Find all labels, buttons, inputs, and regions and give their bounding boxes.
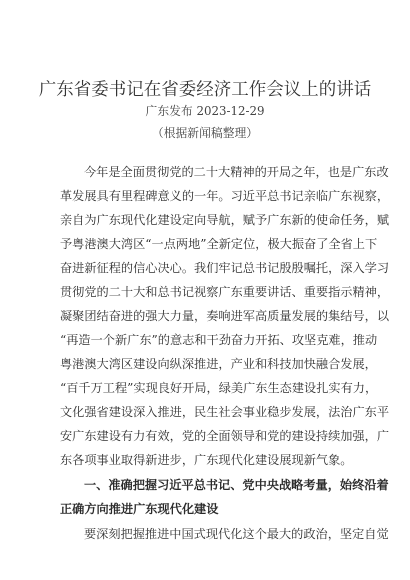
paragraph-line: 粤港澳大湾区建设向纵深推进，产业和科技加快融合发展，: [60, 357, 377, 371]
document-title: 广东省委书记在省委经济工作会议上的讲话: [38, 80, 372, 100]
section-heading-line: 一、准确把握习近平总书记、党中央战略考量，始终沿着: [84, 478, 389, 492]
paragraph-line: 亲自为广东现代化建设定向导航，赋予广东新的使命任务，赋: [60, 213, 390, 227]
publication-meta: 广东发布 2023-12-29: [145, 104, 265, 118]
paragraph-line: “再造一个新广东”的意志和干劲奋力开拓、攻坚克难，推动: [60, 333, 378, 347]
paragraph-line: “百千万工程”实现良好开局，绿美广东生态建设扎实有力，: [60, 381, 378, 395]
paragraph-line: 贯彻党的二十大和总书记视察广东重要讲话、重要指示精神，: [60, 285, 390, 299]
paragraph-line: 奋进新征程的信心决心。我们牢记总书记殷殷嘱托，深入学习: [60, 261, 390, 275]
paragraph-line: 要深刻把握推进中国式现代化这个最大的政治，坚定自觉: [84, 527, 389, 541]
paragraph-line: 革发展具有里程碑意义的一年。习近平总书记亲临广东视察，: [60, 189, 390, 203]
paragraph-line: 东各项事业取得新进步，广东现代化建设展现新气象。: [60, 453, 353, 467]
section-heading-line: 正确方向推进广东现代化建设: [60, 502, 219, 516]
paragraph-line: 予粤港澳大湾区“一点两地”全新定位，极大振奋了全省上下: [60, 237, 378, 251]
paragraph-line: 凝聚团结奋进的强大力量，奏响进军高质量发展的集结号，以: [60, 309, 390, 323]
paragraph-line: 安广东建设有力有效，党的全面领导和党的建设持续加强，广: [60, 429, 390, 443]
paragraph-line: 文化强省建设深入推进，民生社会事业稳步发展，法治广东平: [60, 405, 390, 419]
paragraph-line: 今年是全面贯彻党的二十大精神的开局之年，也是广东改: [84, 165, 389, 179]
source-note: （根据新闻稿整理）: [151, 126, 259, 140]
